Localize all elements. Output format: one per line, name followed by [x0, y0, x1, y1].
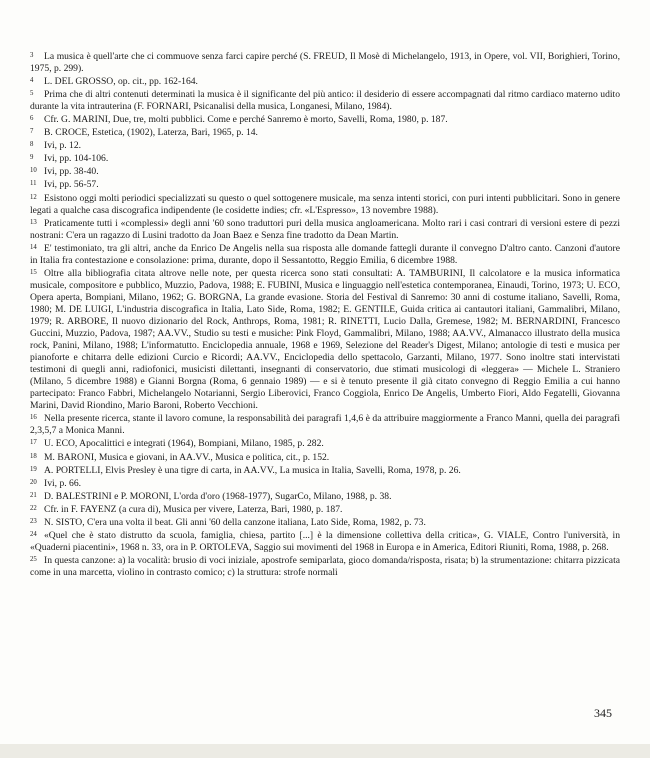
- footnote-number: 14: [30, 243, 37, 251]
- footnote-5: [30, 88, 620, 113]
- footnote-number: 3: [30, 52, 34, 59]
- footnote-15: [30, 267, 620, 413]
- footnote-text: Praticamente tutti i «complessi» degli anni '60 sono traduttori puri della musica angloamericana. Molto rari i casi contrari di versioni estere di pezzi nostrani: C'era un ragazzo di Lusini tradotto da Joan Baez e Senza fine tradotto da Dean Martin.: [30, 217, 620, 241]
- footnote-number: 12: [30, 193, 37, 201]
- footnote-text: B. CROCE, Estetica, (1902), Laterza, Bari, 1965, p. 14.: [44, 127, 258, 139]
- footnote-14: [30, 242, 620, 267]
- footnote-number: 25: [30, 555, 37, 563]
- footnote-18: [30, 451, 620, 464]
- footnote-number: 11: [30, 180, 37, 188]
- footnote-13: [30, 217, 620, 242]
- footnote-number: 9: [30, 154, 34, 162]
- footnote-number: 24: [30, 530, 37, 538]
- footnote-text: U. ECO, Apocalittici e integrati (1964), Bompiani, Milano, 1985, p. 282.: [44, 438, 324, 450]
- footnote-number: 16: [30, 414, 37, 422]
- footnote-8: [30, 139, 620, 152]
- footnote-22: [30, 503, 620, 516]
- footnote-number: 8: [30, 141, 34, 149]
- page-bottom-edge: [0, 744, 650, 758]
- footnote-text: E' testimoniato, tra gli altri, anche da Enrico De Angelis nella sua risposta alle domande fattegli durante il convegno D'altro canto. Canzoni d'autore in Italia fra contestazione e consolazione: prima, durante, dopo il Sessantotto, Reggio Emilia, 6 dicembre 1988.: [30, 242, 620, 266]
- footnote-text: Prima che di altri contenuti determinati la musica è il significante del più antico: il desiderio di essere accompagnati dal ritmo cardiaco materno udito durante la vita intrauterina (F. FORNARI, Psicanalisi della musica, Longanesi, Milano, 1984).: [30, 89, 620, 113]
- footnote-text: La musica è quell'arte che ci commuove senza farci capire perché (S. FREUD, Il Mosè di Michelangelo, 1913, in Opere, vol. VII, Borighieri, Torino, 1975, p. 299).: [30, 51, 620, 75]
- footnote-text: «Quel che è stato distrutto da scuola, famiglia, chiesa, partito [...] è la dimensione collettiva della critica», G. VIALE, Contro l'università, in «Quaderni piacentini», 1968 n. 33, ora in P. ORTOLEVA, Saggio sui movimenti del 1968 in Europa e in America, Editori Riuniti, Roma, 1988, p. 268.: [30, 529, 620, 553]
- footnote-number: 23: [30, 517, 37, 525]
- footnote-7: [30, 126, 620, 139]
- footnote-17: [30, 437, 620, 450]
- footnote-24: [30, 529, 620, 554]
- footnote-text: N. SISTO, C'era una volta il beat. Gli anni '60 della canzone italiana, Lato Side, Roma, 1982, p. 73.: [44, 516, 426, 528]
- footnote-text: Esistono oggi molti periodici specializzati su questo o quel sottogenere musicale, ma senza intenti storici, con puri intenti pubblicitari. Sono in genere legati a qualche casa discografica indipendente (le cosidette indies; cfr. «L'Espresso», 13 novembre 1988).: [30, 192, 620, 216]
- footnote-3: [30, 50, 620, 75]
- footnote-number: 4: [30, 77, 34, 85]
- footnote-text: Ivi, pp. 104-106.: [44, 153, 109, 165]
- footnote-number: 15: [30, 268, 37, 276]
- footnote-number: 13: [30, 218, 37, 226]
- footnote-text: Oltre alla bibliografia citata altrove nelle note, per questa ricerca sono stati consultati: A. TAMBURINI, Il calcolatore e la musica informatica musicale, compositore e pubblico, Muzzio, Padova, 1988; E. FUBINI, Musica e linguaggio nell'estetica contemporanea, Einaudi, Torino, 1973; U. ECO, Opera aperta, Bompiani, Milano, 1962; G. BORGNA, La grande evasione. Storia del Festival di Sanremo: 30 anni di costume italiano, Savelli, Roma, 1980; M. DE LUIGI, L'industria discografica in Italia, Lato Side, Roma, 1982; E. GENTILE, Guida critica ai cantautori italiani, Gammalibri, Milano, 1979; R. ARBORE, Il nuovo dizionario del Rock, Anthrops, Roma, 1981; R. RINETTI, Lucio Dalla, Gremese, 1982; M. BERNARDINI, Francesco Guccini, Muzzio, Padova, 1987; AA.VV., Studio su testi e musiche: Pink Floyd, Gammalibri, Milano, 1988; AA.VV., Almanacco illustrato della musica rock, Panini, Milano, 1988; L'informatutto. Enciclopedia annuale, 1968 e 1969, Selezione del Reader's Digest, Milano; antologie di testi e musica per pianoforte e chitarra delle edizioni Curcio e Ricordi; AA.VV., Enciclopedia dello spettacolo, Garzanti, Milano, 1977. Sono inoltre stati intervistati testimoni di quegli anni, radiofonici, musicisti dilettanti, insegnanti di conservatorio, due stimati musicologi di «leggera» — Michele L. Straniero (Milano, 5 dicembre 1988) e Gianni Borgna (Roma, 6 gennaio 1989) — e si è tenuto presente il già citato convegno di Reggio Emilia a cui hanno partecipato: Franco Fabbri, Michelangelo Notarianni, Sergio Liberovici, Franco Coggiola, Enrico De Angelis, Umberto Fiori, Aldo Fegatelli, Giovanna Marini, David Riondino, Mario Baroni, Roberto Vecchioni.: [30, 267, 620, 412]
- footnote-text: Nella presente ricerca, stante il lavoro comune, la responsabilità dei paragrafi 1,4,6 è da attribuire maggiormente a Franco Manni, quella dei paragrafi 2,3,5,7 a Monica Manni.: [30, 413, 620, 437]
- footnote-text: A. PORTELLI, Elvis Presley è una tigre di carta, in AA.VV., La musica in Italia, Savelli, Roma, 1978, p. 26.: [44, 464, 461, 476]
- footnote-number: 19: [30, 465, 37, 473]
- footnote-text: Ivi, p. 66.: [44, 477, 82, 489]
- footnote-text: Ivi, p. 12.: [44, 140, 82, 152]
- footnote-9: [30, 152, 620, 165]
- footnote-19: [30, 464, 620, 477]
- footnote-21: [30, 490, 620, 503]
- footnote-25: [30, 554, 620, 579]
- footnote-number: 18: [30, 452, 37, 460]
- footnote-text: Ivi, pp. 56-57.: [44, 179, 99, 191]
- footnote-6: [30, 113, 620, 126]
- footnote-text: In questa canzone: a) la vocalità: brusio di voci iniziale, apostrofe semiparlata, gioco domanda/risposta, risata; b) la strumentazione: chitarra pizzicata come in una marcetta, violino in contrasto comico; c) la struttura: strofe normali: [30, 554, 620, 578]
- footnote-number: 7: [30, 128, 34, 136]
- footnote-number: 5: [30, 90, 34, 98]
- footnotes-block: [30, 50, 620, 579]
- footnote-text: Cfr. G. MARINI, Due, tre, molti pubblici. Come e perché Sanremo è morto, Savelli, Roma, 1980, p. 187.: [44, 114, 448, 126]
- footnote-4: [30, 75, 620, 88]
- footnote-number: 21: [30, 491, 37, 499]
- footnote-text: D. BALESTRINI e P. MORONI, L'orda d'oro (1968-1977), SugarCo, Milano, 1988, p. 38.: [44, 490, 392, 502]
- footnote-10: [30, 165, 620, 178]
- footnote-text: Ivi, pp. 38-40.: [44, 166, 99, 178]
- footnote-23: [30, 516, 620, 529]
- footnote-number: 22: [30, 504, 37, 512]
- footnote-11: [30, 178, 620, 191]
- footnote-12: [30, 192, 620, 217]
- footnote-20: [30, 477, 620, 490]
- footnote-number: 6: [30, 115, 34, 123]
- footnote-number: 17: [30, 439, 37, 447]
- footnote-number: 10: [30, 167, 37, 175]
- footnote-text: M. BARONI, Musica e giovani, in AA.VV., Musica e politica, cit., p. 152.: [44, 451, 330, 463]
- footnote-16: [30, 412, 620, 437]
- page-number: 345: [594, 706, 612, 720]
- footnote-text: Cfr. in F. FAYENZ (a cura di), Musica per vivere, Laterza, Bari, 1980, p. 187.: [44, 503, 343, 515]
- footnote-text: L. DEL GROSSO, op. cit., pp. 162-164.: [44, 76, 198, 88]
- footnote-number: 20: [30, 478, 37, 486]
